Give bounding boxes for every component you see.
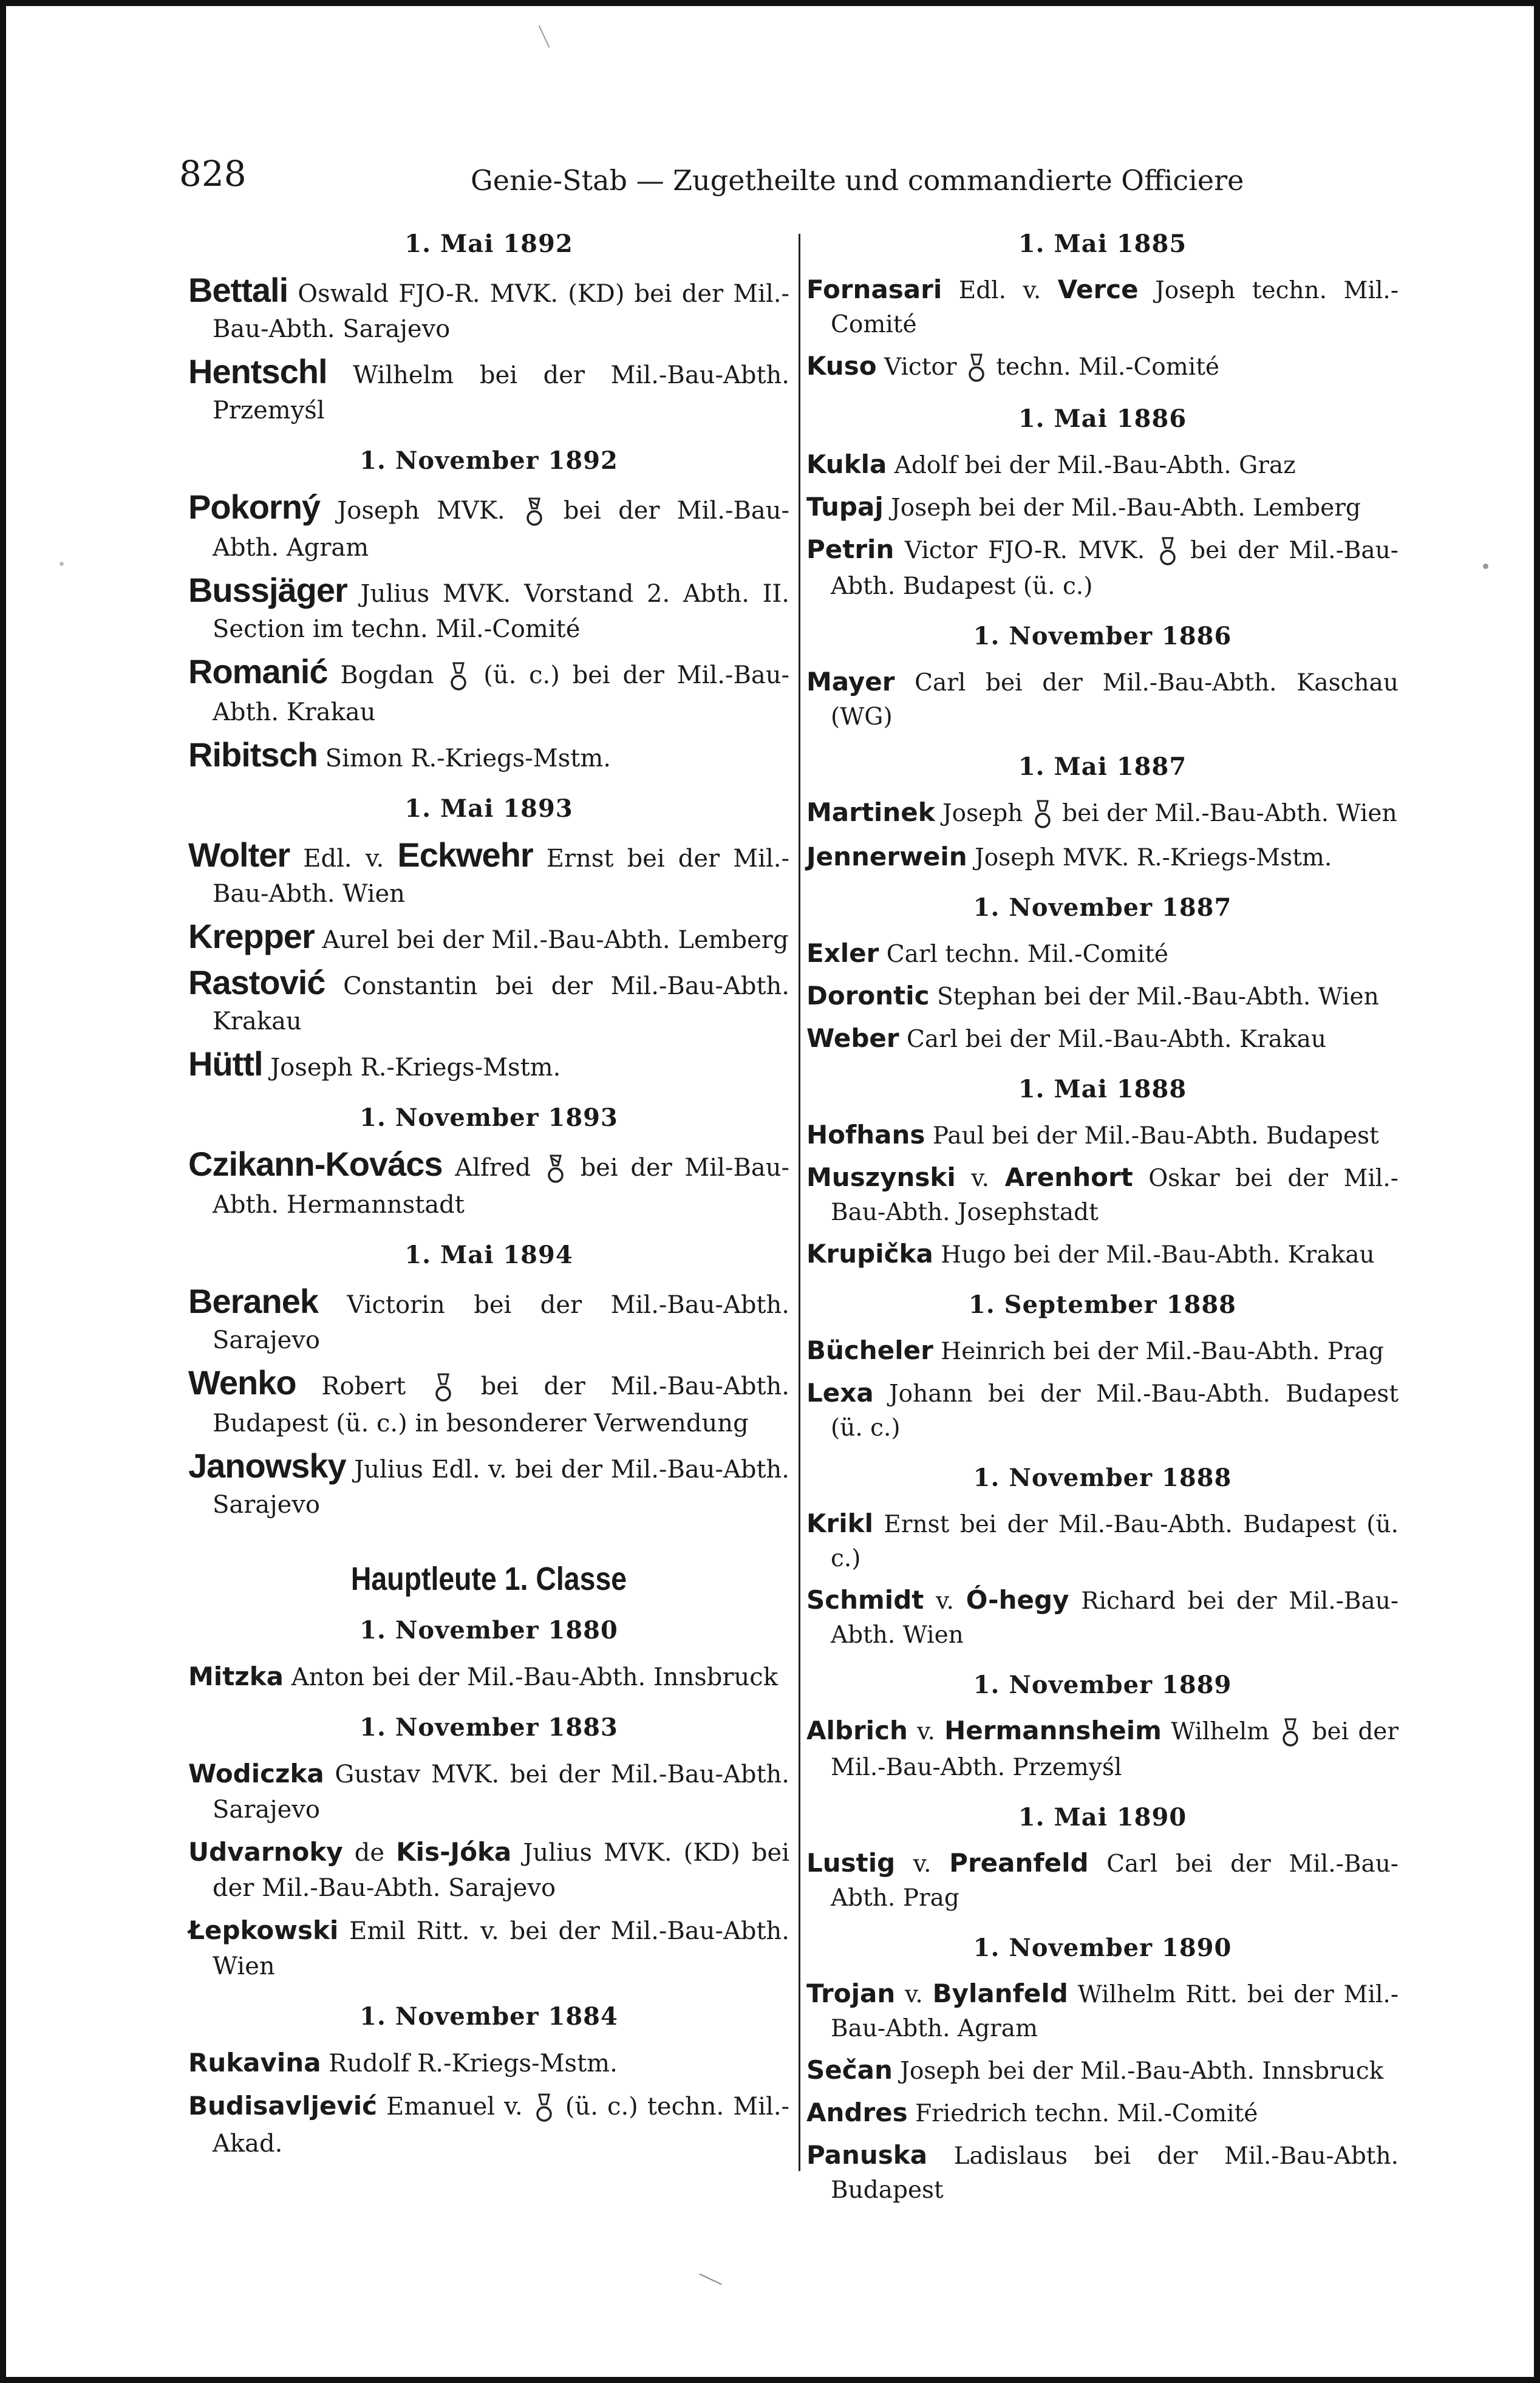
officer-name: Łepkowski bbox=[188, 1915, 339, 1945]
date-heading: 1. Mai 1886 bbox=[1018, 404, 1187, 433]
officer-name: Beranek bbox=[188, 1282, 319, 1320]
left-column bbox=[188, 230, 789, 2169]
officer-entry: Weber Carl bei der Mil.-Bau-Abth. Krakau bbox=[806, 1023, 1326, 1053]
officer-name: Andres bbox=[806, 2098, 908, 2127]
officer-entry: Bücheler Heinrich bei der Mil.-Bau-Abth. Prag bbox=[806, 1335, 1384, 1365]
decoration-icon bbox=[1031, 797, 1055, 833]
decoration-icon bbox=[1278, 1716, 1303, 1751]
officer-name: Udvarnoky bbox=[188, 1837, 343, 1867]
officer-name: Lexa bbox=[806, 1378, 874, 1408]
officer-name: Budisavljević bbox=[188, 2091, 378, 2121]
officer-entry: Muszynski v. Arenhort Oskar bei der Mil.-Bau-Abth. Josephstadt bbox=[806, 1162, 1399, 1226]
officer-name: Czikann-Kovács bbox=[188, 1145, 443, 1183]
officer-entry: Wodiczka Gustav MVK. bei der Mil.-Bau-Abth. Sarajevo bbox=[188, 1759, 790, 1824]
date-heading: 1. November 1883 bbox=[359, 1713, 618, 1742]
officer-entry: Exler Carl techn. Mil.-Comité bbox=[806, 938, 1169, 968]
scan-mark bbox=[539, 25, 550, 47]
officer-entry: Schmidt v. Ó-hegy Richard bei der Mil.-Bau-Abth. Wien bbox=[806, 1585, 1399, 1649]
officer-name: Petrin bbox=[806, 534, 894, 564]
scan-mark bbox=[699, 2274, 721, 2285]
officer-entry: Bussjäger Julius MVK. Vorstand 2. Abth. II. Section im techn. Mil.-Comité bbox=[188, 571, 790, 643]
officer-entry: Mitzka Anton bei der Mil.-Bau-Abth. Innsbruck bbox=[188, 1662, 778, 1691]
officer-name: Lustig bbox=[806, 1848, 896, 1878]
date-heading: 1. Mai 1890 bbox=[1018, 1803, 1187, 1832]
officer-entry: Hentschl Wilhelm bei der Mil.-Bau-Abth. Przemyśl bbox=[188, 352, 789, 424]
officer-name: Dorontic bbox=[806, 981, 930, 1011]
officer-entry: Lexa Johann bei der Mil.-Bau-Abth. Budapest (ü. c.) bbox=[806, 1378, 1399, 1442]
officer-name: Wenko bbox=[188, 1363, 296, 1402]
officer-name-predicate: Kis-Jóka bbox=[396, 1837, 512, 1867]
officer-name: Rukavina bbox=[188, 2048, 321, 2078]
decoration-icon bbox=[522, 495, 547, 530]
officer-entry: Ribitsch Simon R.-Kriegs-Mstm. bbox=[188, 735, 611, 774]
officer-entry: Fornasari Edl. v. Verce Joseph techn. Mil.-Comité bbox=[806, 274, 1399, 338]
scan-speck bbox=[1483, 564, 1488, 569]
officer-entry: Rastović Constantin bei der Mil.-Bau-Abth. Krakau bbox=[188, 963, 789, 1035]
officer-name: Jennerwein bbox=[806, 842, 967, 871]
officer-entry: Jennerwein Joseph MVK. R.-Kriegs-Mstm. bbox=[806, 842, 1332, 871]
officer-name: Janowsky bbox=[188, 1447, 346, 1485]
officer-name: Bettali bbox=[188, 271, 288, 309]
date-heading: 1. Mai 1893 bbox=[404, 794, 573, 823]
officer-entry: Beranek Victorin bei der Mil.-Bau-Abth. Sarajevo bbox=[188, 1282, 789, 1354]
officer-name: Martinek bbox=[806, 797, 935, 827]
officer-name: Muszynski bbox=[806, 1162, 956, 1192]
date-heading: 1. November 1888 bbox=[973, 1464, 1232, 1492]
officer-name: Krupička bbox=[806, 1239, 933, 1269]
officer-entry: Andres Friedrich techn. Mil.-Comité bbox=[806, 2098, 1258, 2127]
date-heading: 1. Mai 1887 bbox=[1018, 752, 1187, 781]
officer-entry: Łepkowski Emil Ritt. v. bei der Mil.-Bau-Abth. Wien bbox=[188, 1915, 790, 1980]
officer-entry: Krepper Aurel bei der Mil.-Bau-Abth. Lemberg bbox=[188, 917, 789, 955]
officer-entry: Martinek Joseph bei der Mil.-Bau-Abth. Wien bbox=[806, 796, 1399, 833]
officer-name-predicate: Bylanfeld bbox=[932, 1979, 1068, 2008]
officer-name: Krepper bbox=[188, 917, 315, 955]
officer-entry: Kuso Victor techn. Mil.-Comité bbox=[806, 349, 1399, 386]
officer-name: Panuska bbox=[806, 2140, 928, 2170]
right-column bbox=[806, 230, 1399, 2215]
officer-name: Krikl bbox=[806, 1509, 873, 1538]
officer-name: Sečan bbox=[806, 2055, 893, 2085]
officer-entry: Kukla Adolf bei der Mil.-Bau-Abth. Graz bbox=[806, 449, 1296, 479]
date-heading: 1. Mai 1888 bbox=[1018, 1075, 1187, 1103]
officer-name: Kuso bbox=[806, 351, 877, 381]
officer-entry: Hüttl Joseph R.-Kriegs-Mstm. bbox=[188, 1045, 561, 1083]
date-heading: 1. Mai 1892 bbox=[404, 230, 573, 258]
date-heading: 1. November 1884 bbox=[359, 2002, 618, 2031]
running-title: Genie-Stab — Zugetheilte und commandierte Officiere bbox=[471, 164, 1244, 197]
officer-name: Mitzka bbox=[188, 1662, 284, 1691]
officer-entry: Budisavljević Emanuel v. (ü. c.) techn. Mil.-Akad. bbox=[188, 2091, 790, 2158]
decoration-icon bbox=[543, 1152, 568, 1187]
officer-entry: Albrich v. Hermannsheim Wilhelm bei der Mil.-Bau-Abth. Przemyśl bbox=[806, 1716, 1399, 1781]
officer-entry: Czikann-Kovács Alfred bei der Mil-Bau-Abth. Hermannstadt bbox=[188, 1145, 790, 1219]
officer-name: Fornasari bbox=[806, 274, 942, 304]
decoration-icon bbox=[1156, 534, 1180, 570]
officer-entry: Lustig v. Preanfeld Carl bei der Mil.-Bau-Abth. Prag bbox=[806, 1848, 1399, 1912]
officer-entry: Hofhans Paul bei der Mil.-Bau-Abth. Budapest bbox=[806, 1120, 1379, 1150]
page-header bbox=[179, 147, 1244, 202]
officer-entry: Wolter Edl. v. Eckwehr Ernst bei der Mil.-Bau-Abth. Wien bbox=[188, 836, 789, 908]
officer-name: Exler bbox=[806, 938, 879, 968]
officer-name: Pokorný bbox=[188, 488, 321, 526]
officer-name: Ribitsch bbox=[188, 735, 318, 774]
officer-name: Hüttl bbox=[188, 1045, 263, 1083]
date-heading: 1. November 1887 bbox=[973, 893, 1232, 922]
officer-name: Bussjäger bbox=[188, 571, 347, 609]
officer-entry: Udvarnoky de Kis-Jóka Julius MVK. (KD) bei der Mil.-Bau-Abth. Sarajevo bbox=[188, 1837, 789, 1902]
officer-entry: Rukavina Rudolf R.-Kriegs-Mstm. bbox=[188, 2048, 618, 2078]
officer-name: Wodiczka bbox=[188, 1759, 324, 1788]
decoration-icon bbox=[964, 351, 989, 386]
date-heading: 1. November 1893 bbox=[359, 1103, 618, 1132]
officer-name: Schmidt bbox=[806, 1585, 924, 1615]
officer-name: Rastović bbox=[188, 963, 325, 1001]
date-heading: 1. November 1892 bbox=[359, 446, 618, 475]
officer-entry: Panuska Ladislaus bei der Mil.-Bau-Abth. Budapest bbox=[806, 2140, 1399, 2204]
officer-entry: Petrin Victor FJO-R. MVK. bei der Mil.-Bau-Abth. Budapest (ü. c.) bbox=[806, 534, 1399, 600]
page-number: 828 bbox=[179, 153, 247, 194]
officer-entry: Sečan Joseph bei der Mil.-Bau-Abth. Innsbruck bbox=[806, 2055, 1384, 2085]
officer-name-predicate: Eckwehr bbox=[397, 836, 533, 874]
officer-entry: Bettali Oswald FJO-R. MVK. (KD) bei der Mil.-Bau-Abth. Sarajevo bbox=[188, 271, 790, 343]
officer-name: Mayer bbox=[806, 667, 895, 697]
officer-entry: Mayer Carl bei der Mil.-Bau-Abth. Kaschau (WG) bbox=[806, 667, 1399, 731]
class-heading: Hauptleute 1. Classe bbox=[350, 1561, 627, 1597]
date-heading: 1. November 1880 bbox=[359, 1616, 618, 1645]
officer-entry: Trojan v. Bylanfeld Wilhelm Ritt. bei der Mil.-Bau-Abth. Agram bbox=[806, 1979, 1399, 2042]
officer-name: Hentschl bbox=[188, 352, 327, 390]
officer-entry: Wenko Robert bei der Mil.-Bau-Abth. Budapest (ü. c.) in besonderer Verwendung bbox=[188, 1363, 789, 1437]
officer-name-predicate: Ó-hegy bbox=[966, 1585, 1069, 1615]
officer-entry: Krupička Hugo bei der Mil.-Bau-Abth. Krakau bbox=[806, 1239, 1375, 1269]
date-heading: 1. November 1889 bbox=[973, 1671, 1232, 1699]
officer-name: Trojan bbox=[806, 1979, 896, 2008]
date-heading: 1. November 1886 bbox=[973, 622, 1232, 650]
officer-entry: Tupaj Joseph bei der Mil.-Bau-Abth. Lemberg bbox=[806, 492, 1361, 522]
decoration-icon bbox=[431, 1371, 455, 1406]
officer-entry: Janowsky Julius Edl. v. bei der Mil.-Bau-Abth. Sarajevo bbox=[188, 1447, 789, 1519]
officer-entry: Krikl Ernst bei der Mil.-Bau-Abth. Budapest (ü. c.) bbox=[806, 1509, 1399, 1572]
officer-entry: Dorontic Stephan bei der Mil.-Bau-Abth. Wien bbox=[806, 981, 1379, 1011]
officer-name: Hofhans bbox=[806, 1120, 925, 1150]
date-heading: 1. September 1888 bbox=[969, 1290, 1236, 1319]
column-divider bbox=[799, 234, 800, 2171]
officer-name: Romanić bbox=[188, 652, 328, 690]
decoration-icon bbox=[446, 660, 471, 695]
officer-name: Kukla bbox=[806, 449, 887, 479]
officer-name: Albrich bbox=[806, 1716, 908, 1745]
date-heading: 1. Mai 1894 bbox=[404, 1241, 573, 1269]
officer-name-predicate: Hermannsheim bbox=[944, 1716, 1162, 1745]
date-heading: 1. November 1890 bbox=[973, 1934, 1232, 1962]
scan-speck bbox=[60, 562, 64, 566]
officer-name-predicate: Verce bbox=[1057, 274, 1139, 304]
officer-name-predicate: Arenhort bbox=[1004, 1162, 1133, 1192]
officer-entry: Pokorný Joseph MVK. bei der Mil.-Bau-Abth. Agram bbox=[188, 488, 789, 562]
officer-name-predicate: Preanfeld bbox=[949, 1848, 1089, 1878]
date-heading: 1. Mai 1885 bbox=[1018, 230, 1187, 258]
officer-entry: Romanić Bogdan (ü. c.) bei der Mil.-Bau-Abth. Krakau bbox=[188, 652, 790, 726]
officer-name: Tupaj bbox=[806, 492, 884, 522]
officer-name: Bücheler bbox=[806, 1335, 933, 1365]
officer-name: Wolter bbox=[188, 836, 290, 874]
officer-name: Weber bbox=[806, 1023, 899, 1053]
decoration-icon bbox=[532, 2091, 556, 2126]
